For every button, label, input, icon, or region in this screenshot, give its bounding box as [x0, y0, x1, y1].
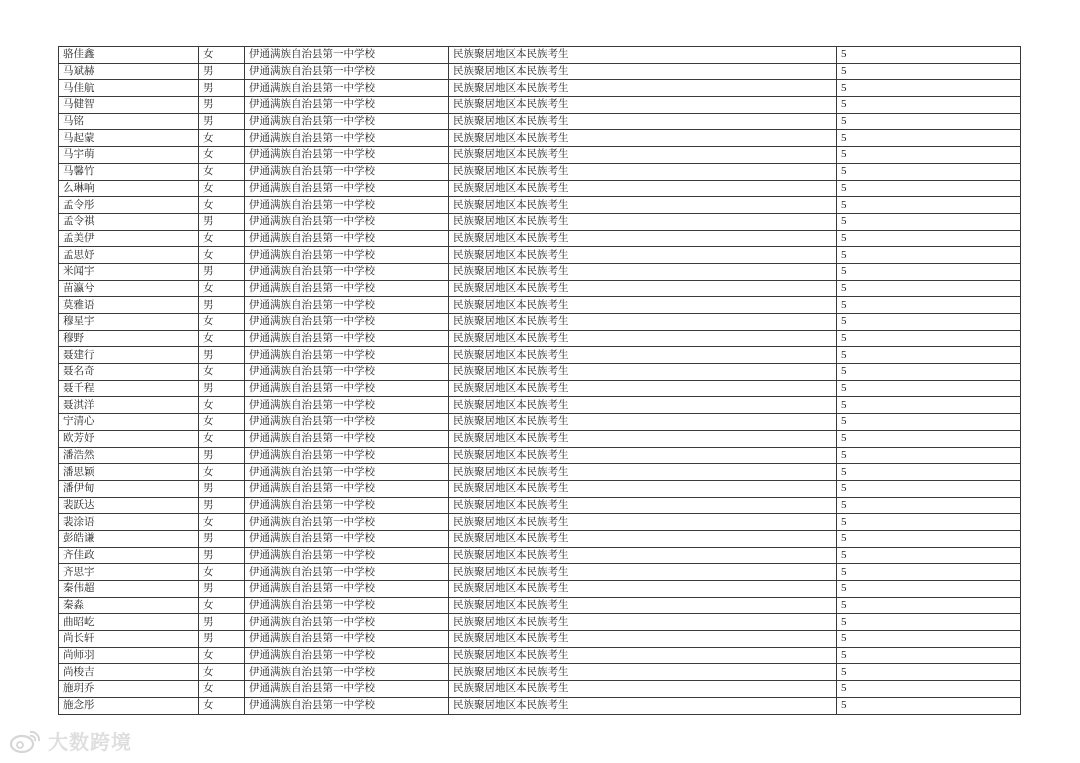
cell-gender: 男 — [199, 380, 245, 397]
table-row — [59, 230, 1021, 247]
cell-gender: 女 — [199, 180, 245, 197]
cell-name: 马宇萌 — [59, 147, 199, 164]
cell-name: 聂淇洋 — [59, 397, 199, 414]
table-row — [59, 147, 1021, 164]
cell-school: 伊通满族自治县第一中学校 — [245, 314, 449, 331]
cell-school: 伊通满族自治县第一中学校 — [245, 397, 449, 414]
cell-gender: 女 — [199, 163, 245, 180]
cell-category: 民族聚居地区本民族考生 — [449, 447, 837, 464]
cell-score: 5 — [837, 681, 1021, 698]
cell-gender: 男 — [199, 97, 245, 114]
cell-category: 民族聚居地区本民族考生 — [449, 530, 837, 547]
cell-gender: 女 — [199, 247, 245, 264]
weibo-logo-icon — [8, 728, 42, 754]
cell-school: 伊通满族自治县第一中学校 — [245, 130, 449, 147]
table-row — [59, 697, 1021, 714]
table-row — [59, 97, 1021, 114]
cell-score: 5 — [837, 664, 1021, 681]
cell-category: 民族聚居地区本民族考生 — [449, 681, 837, 698]
table-row — [59, 414, 1021, 431]
table-row — [59, 464, 1021, 481]
cell-name: 秦淼 — [59, 597, 199, 614]
cell-score: 5 — [837, 314, 1021, 331]
cell-name: 孟美伊 — [59, 230, 199, 247]
table-row — [59, 664, 1021, 681]
table-row — [59, 63, 1021, 80]
cell-school: 伊通满族自治县第一中学校 — [245, 364, 449, 381]
cell-gender: 女 — [199, 197, 245, 214]
cell-gender: 男 — [199, 480, 245, 497]
cell-category: 民族聚居地区本民族考生 — [449, 480, 837, 497]
cell-score: 5 — [837, 280, 1021, 297]
cell-score: 5 — [837, 380, 1021, 397]
table-row — [59, 380, 1021, 397]
cell-score: 5 — [837, 97, 1021, 114]
cell-school: 伊通满族自治县第一中学校 — [245, 97, 449, 114]
cell-score: 5 — [837, 514, 1021, 531]
table-row — [59, 447, 1021, 464]
cell-school: 伊通满族自治县第一中学校 — [245, 180, 449, 197]
table-row — [59, 197, 1021, 214]
cell-school: 伊通满族自治县第一中学校 — [245, 347, 449, 364]
cell-name: 孟令祺 — [59, 213, 199, 230]
table-row — [59, 113, 1021, 130]
cell-school: 伊通满族自治县第一中学校 — [245, 647, 449, 664]
cell-school: 伊通满族自治县第一中学校 — [245, 63, 449, 80]
cell-category: 民族聚居地区本民族考生 — [449, 113, 837, 130]
table-row — [59, 47, 1021, 64]
cell-name: 骆佳鑫 — [59, 47, 199, 64]
cell-score: 5 — [837, 414, 1021, 431]
cell-school: 伊通满族自治县第一中学校 — [245, 530, 449, 547]
cell-school: 伊通满族自治县第一中学校 — [245, 547, 449, 564]
cell-score: 5 — [837, 63, 1021, 80]
cell-score: 5 — [837, 163, 1021, 180]
cell-gender: 男 — [199, 614, 245, 631]
cell-category: 民族聚居地区本民族考生 — [449, 147, 837, 164]
cell-school: 伊通满族自治县第一中学校 — [245, 263, 449, 280]
cell-school: 伊通满族自治县第一中学校 — [245, 664, 449, 681]
cell-name: 么琳响 — [59, 180, 199, 197]
cell-name: 穆星宇 — [59, 314, 199, 331]
table-row — [59, 647, 1021, 664]
cell-score: 5 — [837, 547, 1021, 564]
cell-score: 5 — [837, 197, 1021, 214]
cell-category: 民族聚居地区本民族考生 — [449, 631, 837, 648]
table-row — [59, 213, 1021, 230]
cell-score: 5 — [837, 581, 1021, 598]
table-row — [59, 681, 1021, 698]
cell-score: 5 — [837, 480, 1021, 497]
cell-score: 5 — [837, 147, 1021, 164]
cell-score: 5 — [837, 113, 1021, 130]
cell-school: 伊通满族自治县第一中学校 — [245, 163, 449, 180]
cell-name: 尚梭吉 — [59, 664, 199, 681]
cell-school: 伊通满族自治县第一中学校 — [245, 514, 449, 531]
cell-category: 民族聚居地区本民族考生 — [449, 197, 837, 214]
cell-category: 民族聚居地区本民族考生 — [449, 497, 837, 514]
roster-table-body — [59, 47, 1021, 715]
cell-name: 聂千程 — [59, 380, 199, 397]
cell-school: 伊通满族自治县第一中学校 — [245, 614, 449, 631]
cell-school: 伊通满族自治县第一中学校 — [245, 280, 449, 297]
cell-gender: 女 — [199, 664, 245, 681]
table-row — [59, 514, 1021, 531]
cell-school: 伊通满族自治县第一中学校 — [245, 414, 449, 431]
table-row — [59, 530, 1021, 547]
cell-category: 民族聚居地区本民族考生 — [449, 330, 837, 347]
cell-score: 5 — [837, 364, 1021, 381]
cell-gender: 女 — [199, 397, 245, 414]
cell-category: 民族聚居地区本民族考生 — [449, 464, 837, 481]
cell-name: 潘伊甸 — [59, 480, 199, 497]
cell-name: 秦伟超 — [59, 581, 199, 598]
cell-score: 5 — [837, 80, 1021, 97]
table-row — [59, 130, 1021, 147]
cell-gender: 男 — [199, 497, 245, 514]
cell-category: 民族聚居地区本民族考生 — [449, 697, 837, 714]
cell-category: 民族聚居地区本民族考生 — [449, 364, 837, 381]
cell-category: 民族聚居地区本民族考生 — [449, 97, 837, 114]
cell-gender: 男 — [199, 447, 245, 464]
cell-school: 伊通满族自治县第一中学校 — [245, 380, 449, 397]
cell-school: 伊通满族自治县第一中学校 — [245, 697, 449, 714]
cell-gender: 女 — [199, 430, 245, 447]
cell-name: 马馨竹 — [59, 163, 199, 180]
cell-name: 米闻宇 — [59, 263, 199, 280]
cell-gender: 女 — [199, 597, 245, 614]
cell-school: 伊通满族自治县第一中学校 — [245, 197, 449, 214]
table-row — [59, 347, 1021, 364]
table-row — [59, 247, 1021, 264]
table-row — [59, 480, 1021, 497]
cell-category: 民族聚居地区本民族考生 — [449, 230, 837, 247]
cell-gender: 女 — [199, 47, 245, 64]
cell-name: 马起蒙 — [59, 130, 199, 147]
cell-name: 莫雅语 — [59, 297, 199, 314]
cell-gender: 男 — [199, 631, 245, 648]
cell-score: 5 — [837, 530, 1021, 547]
cell-name: 施念彤 — [59, 697, 199, 714]
cell-score: 5 — [837, 247, 1021, 264]
cell-score: 5 — [837, 447, 1021, 464]
table-row — [59, 280, 1021, 297]
cell-score: 5 — [837, 464, 1021, 481]
table-row — [59, 497, 1021, 514]
cell-school: 伊通满族自治县第一中学校 — [245, 430, 449, 447]
cell-category: 民族聚居地区本民族考生 — [449, 647, 837, 664]
cell-category: 民族聚居地区本民族考生 — [449, 564, 837, 581]
cell-name: 穆野 — [59, 330, 199, 347]
cell-category: 民族聚居地区本民族考生 — [449, 80, 837, 97]
table-row — [59, 297, 1021, 314]
cell-category: 民族聚居地区本民族考生 — [449, 297, 837, 314]
watermark — [8, 726, 132, 755]
cell-score: 5 — [837, 180, 1021, 197]
cell-score: 5 — [837, 597, 1021, 614]
cell-category: 民族聚居地区本民族考生 — [449, 280, 837, 297]
cell-name: 马健智 — [59, 97, 199, 114]
cell-gender: 男 — [199, 113, 245, 130]
table-row — [59, 564, 1021, 581]
cell-name: 孟令彤 — [59, 197, 199, 214]
cell-name: 施玥乔 — [59, 681, 199, 698]
cell-name: 马斌赫 — [59, 63, 199, 80]
cell-name: 彭皓谦 — [59, 530, 199, 547]
cell-category: 民族聚居地区本民族考生 — [449, 664, 837, 681]
table-row — [59, 614, 1021, 631]
table-row — [59, 80, 1021, 97]
cell-gender: 男 — [199, 530, 245, 547]
cell-category: 民族聚居地区本民族考生 — [449, 430, 837, 447]
cell-name: 马铭 — [59, 113, 199, 130]
cell-gender: 男 — [199, 297, 245, 314]
cell-score: 5 — [837, 564, 1021, 581]
cell-gender: 女 — [199, 230, 245, 247]
cell-school: 伊通满族自治县第一中学校 — [245, 497, 449, 514]
cell-name: 曲昭屹 — [59, 614, 199, 631]
cell-name: 裴涂语 — [59, 514, 199, 531]
cell-school: 伊通满族自治县第一中学校 — [245, 147, 449, 164]
cell-name: 宁清心 — [59, 414, 199, 431]
cell-category: 民族聚居地区本民族考生 — [449, 314, 837, 331]
cell-school: 伊通满族自治县第一中学校 — [245, 631, 449, 648]
cell-category: 民族聚居地区本民族考生 — [449, 597, 837, 614]
cell-category: 民族聚居地区本民族考生 — [449, 514, 837, 531]
cell-name: 苗瀛兮 — [59, 280, 199, 297]
cell-gender: 女 — [199, 364, 245, 381]
cell-name: 欧芳妤 — [59, 430, 199, 447]
cell-score: 5 — [837, 230, 1021, 247]
cell-score: 5 — [837, 47, 1021, 64]
cell-school: 伊通满族自治县第一中学校 — [245, 247, 449, 264]
cell-name: 齐佳政 — [59, 547, 199, 564]
cell-school: 伊通满族自治县第一中学校 — [245, 447, 449, 464]
cell-school: 伊通满族自治县第一中学校 — [245, 47, 449, 64]
cell-school: 伊通满族自治县第一中学校 — [245, 464, 449, 481]
cell-gender: 女 — [199, 147, 245, 164]
cell-gender: 男 — [199, 263, 245, 280]
cell-gender: 女 — [199, 514, 245, 531]
table-row — [59, 581, 1021, 598]
cell-school: 伊通满族自治县第一中学校 — [245, 80, 449, 97]
cell-gender: 女 — [199, 564, 245, 581]
roster-table — [58, 46, 1021, 715]
cell-score: 5 — [837, 614, 1021, 631]
cell-gender: 男 — [199, 581, 245, 598]
cell-score: 5 — [837, 430, 1021, 447]
cell-score: 5 — [837, 213, 1021, 230]
cell-gender: 女 — [199, 280, 245, 297]
cell-name: 尚师羽 — [59, 647, 199, 664]
cell-category: 民族聚居地区本民族考生 — [449, 47, 837, 64]
watermark-text: 大数跨境 — [48, 730, 132, 754]
cell-gender: 男 — [199, 63, 245, 80]
cell-category: 民族聚居地区本民族考生 — [449, 130, 837, 147]
table-row — [59, 330, 1021, 347]
cell-school: 伊通满族自治县第一中学校 — [245, 113, 449, 130]
table-row — [59, 597, 1021, 614]
cell-gender: 女 — [199, 330, 245, 347]
cell-name: 聂建行 — [59, 347, 199, 364]
cell-school: 伊通满族自治县第一中学校 — [245, 581, 449, 598]
cell-name: 潘浩然 — [59, 447, 199, 464]
cell-category: 民族聚居地区本民族考生 — [449, 263, 837, 280]
cell-school: 伊通满族自治县第一中学校 — [245, 213, 449, 230]
cell-score: 5 — [837, 697, 1021, 714]
cell-category: 民族聚居地区本民族考生 — [449, 213, 837, 230]
cell-school: 伊通满族自治县第一中学校 — [245, 230, 449, 247]
cell-score: 5 — [837, 347, 1021, 364]
cell-gender: 男 — [199, 347, 245, 364]
table-row — [59, 364, 1021, 381]
cell-name: 孟思妤 — [59, 247, 199, 264]
cell-name: 潘思颖 — [59, 464, 199, 481]
cell-school: 伊通满族自治县第一中学校 — [245, 564, 449, 581]
cell-school: 伊通满族自治县第一中学校 — [245, 597, 449, 614]
table-row — [59, 631, 1021, 648]
cell-gender: 男 — [199, 547, 245, 564]
cell-category: 民族聚居地区本民族考生 — [449, 581, 837, 598]
cell-name: 马佳航 — [59, 80, 199, 97]
cell-school: 伊通满族自治县第一中学校 — [245, 681, 449, 698]
cell-score: 5 — [837, 263, 1021, 280]
cell-category: 民族聚居地区本民族考生 — [449, 247, 837, 264]
cell-school: 伊通满族自治县第一中学校 — [245, 297, 449, 314]
table-row — [59, 163, 1021, 180]
cell-category: 民族聚居地区本民族考生 — [449, 180, 837, 197]
cell-name: 聂名奇 — [59, 364, 199, 381]
cell-gender: 女 — [199, 647, 245, 664]
cell-gender: 女 — [199, 414, 245, 431]
cell-name: 齐思宇 — [59, 564, 199, 581]
cell-school: 伊通满族自治县第一中学校 — [245, 330, 449, 347]
cell-category: 民族聚居地区本民族考生 — [449, 547, 837, 564]
table-row — [59, 263, 1021, 280]
cell-category: 民族聚居地区本民族考生 — [449, 397, 837, 414]
cell-gender: 男 — [199, 213, 245, 230]
cell-score: 5 — [837, 130, 1021, 147]
cell-gender: 女 — [199, 314, 245, 331]
cell-score: 5 — [837, 631, 1021, 648]
cell-score: 5 — [837, 647, 1021, 664]
cell-gender: 女 — [199, 697, 245, 714]
cell-score: 5 — [837, 297, 1021, 314]
cell-category: 民族聚居地区本民族考生 — [449, 414, 837, 431]
cell-score: 5 — [837, 330, 1021, 347]
cell-score: 5 — [837, 497, 1021, 514]
table-row — [59, 180, 1021, 197]
table-row — [59, 430, 1021, 447]
cell-gender: 女 — [199, 464, 245, 481]
cell-category: 民族聚居地区本民族考生 — [449, 347, 837, 364]
cell-score: 5 — [837, 397, 1021, 414]
cell-category: 民族聚居地区本民族考生 — [449, 63, 837, 80]
cell-gender: 男 — [199, 80, 245, 97]
cell-category: 民族聚居地区本民族考生 — [449, 380, 837, 397]
table-row — [59, 314, 1021, 331]
cell-name: 尚长轩 — [59, 631, 199, 648]
table-row — [59, 547, 1021, 564]
cell-name: 裴跃达 — [59, 497, 199, 514]
table-row — [59, 397, 1021, 414]
cell-gender: 女 — [199, 130, 245, 147]
cell-category: 民族聚居地区本民族考生 — [449, 163, 837, 180]
cell-school: 伊通满族自治县第一中学校 — [245, 480, 449, 497]
cell-category: 民族聚居地区本民族考生 — [449, 614, 837, 631]
cell-gender: 女 — [199, 681, 245, 698]
